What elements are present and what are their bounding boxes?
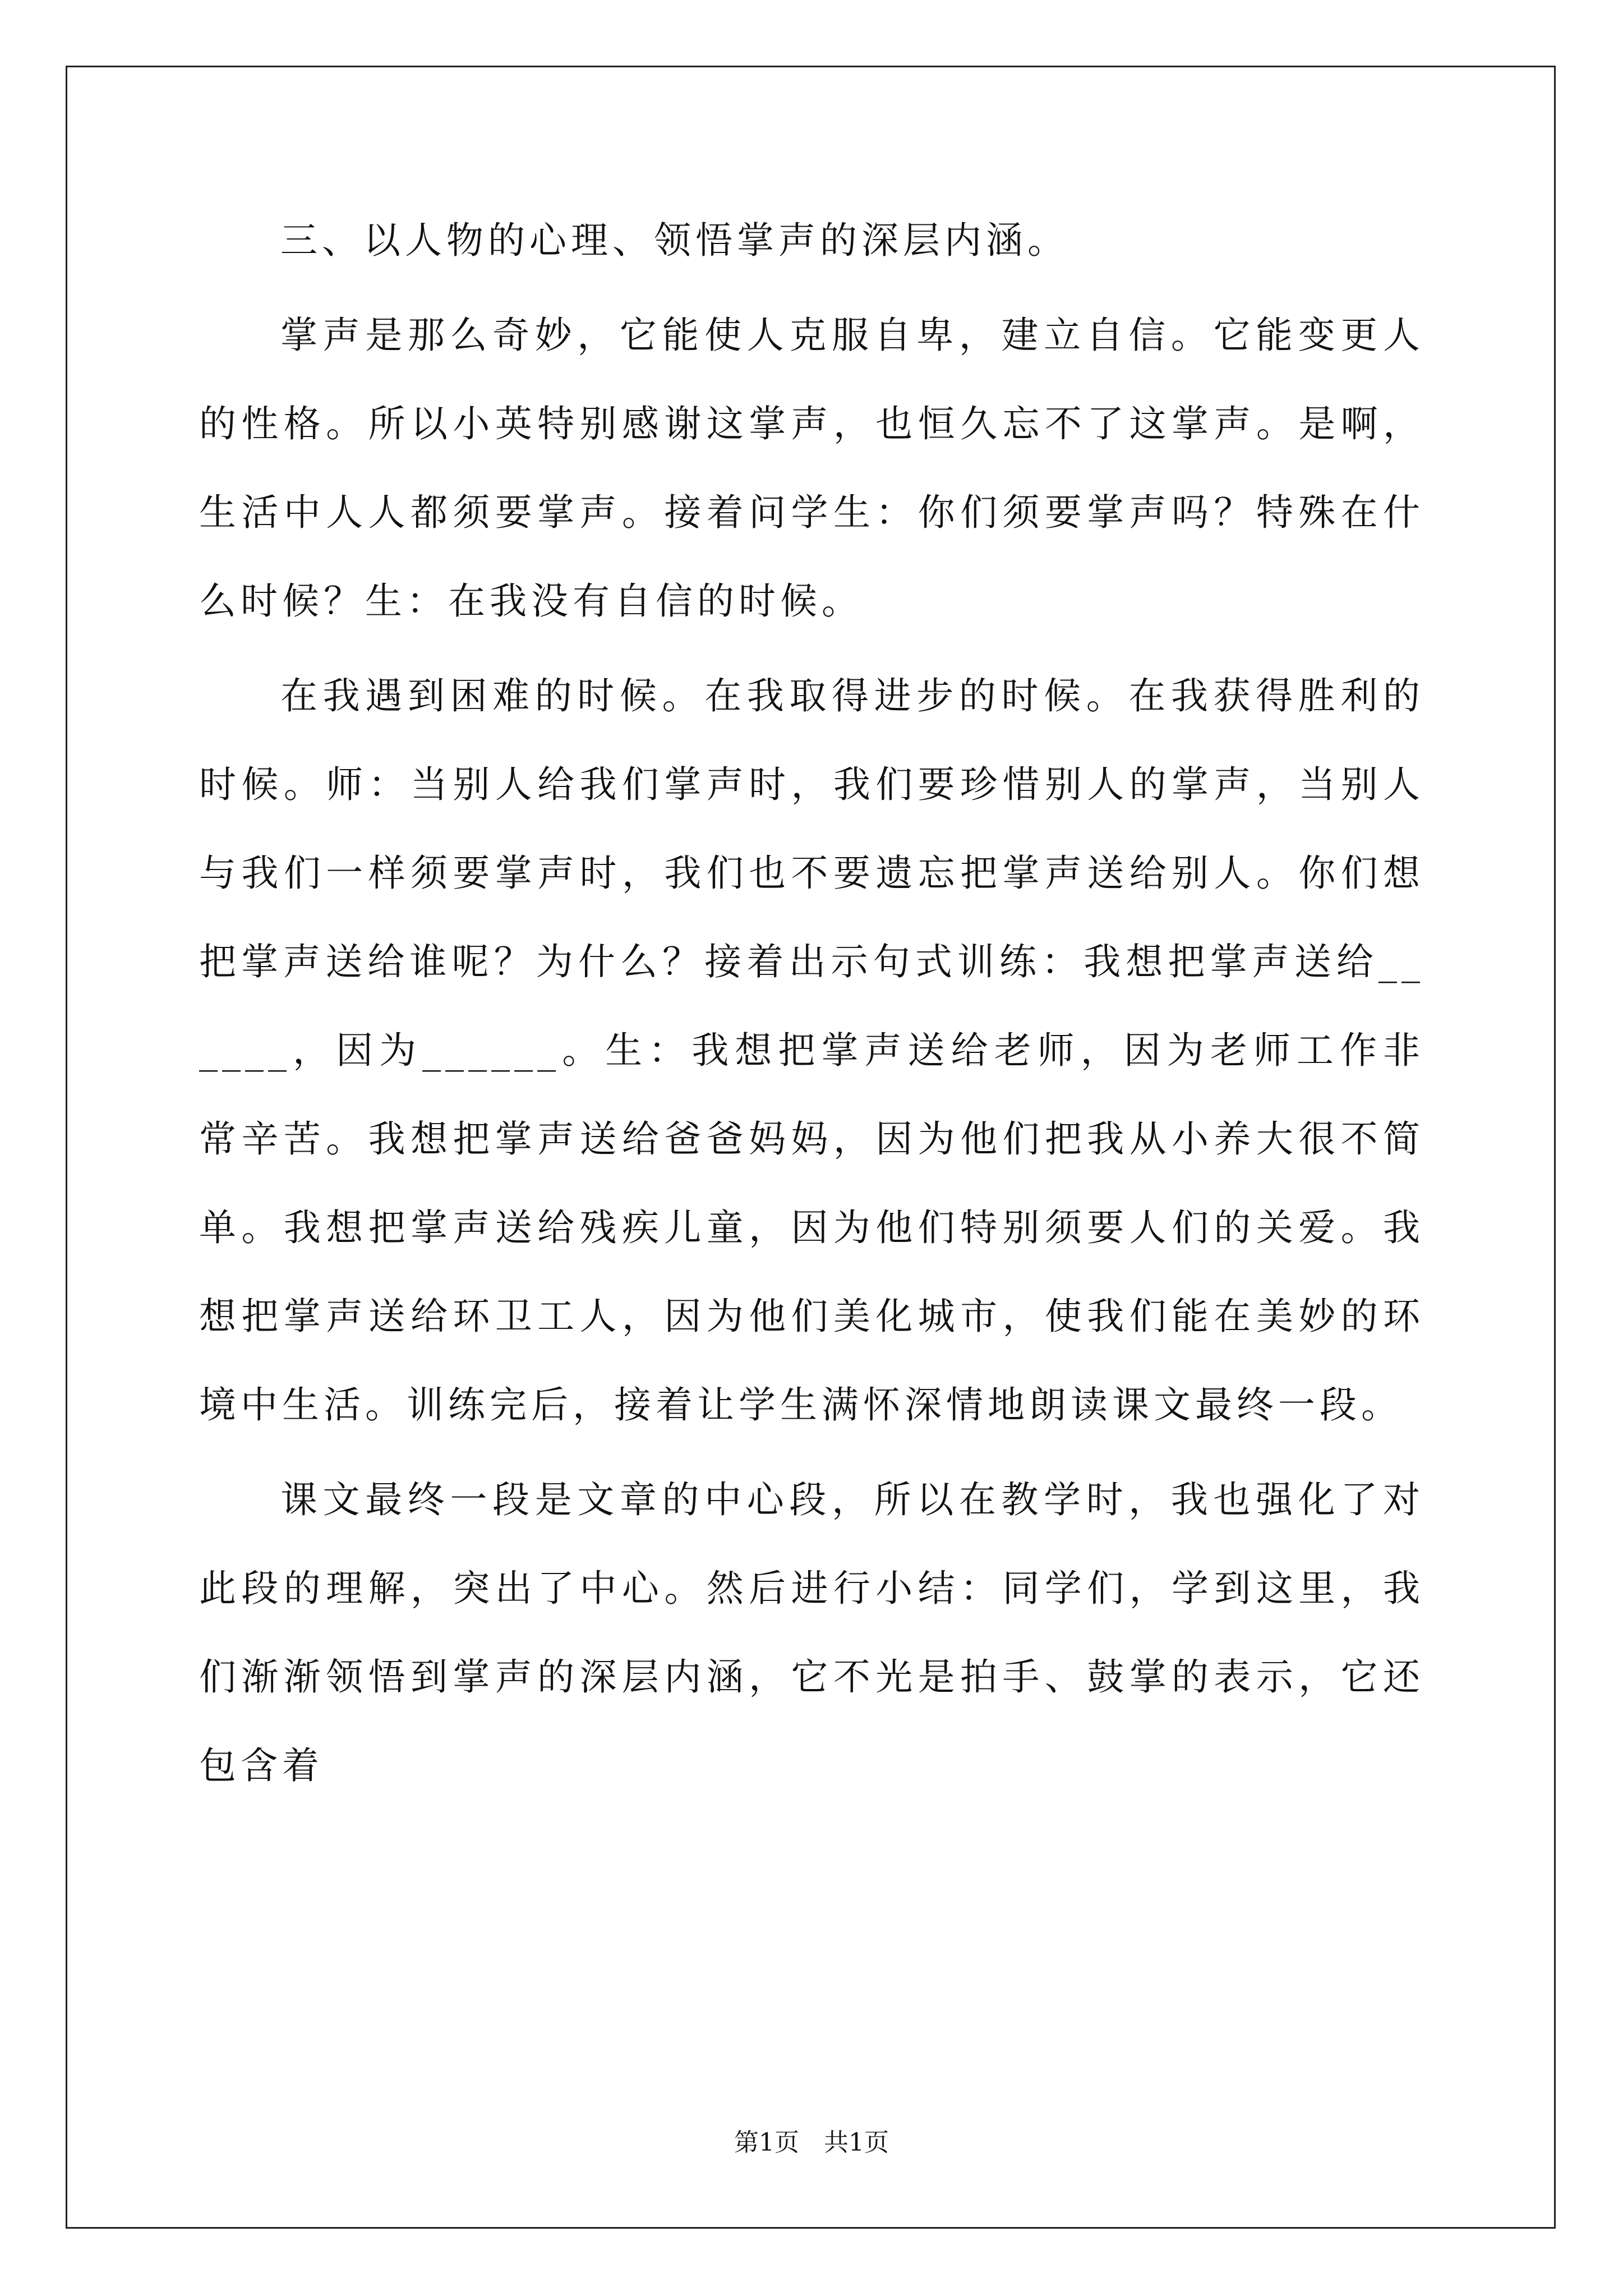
page-footer (0, 2126, 1623, 2160)
page-number-total: 共1页 (824, 2128, 889, 2157)
paragraph: 课文最终一段是文章的中心段，所以在教学时，我也强化了对此段的理解，突出了中心。然后进行小结：同学们，学到这里，我们渐渐领悟到掌声的深层内涵，它不光是拍手、鼓掌的表示，它还包含着 (199, 1478, 1424, 1787)
paragraph-heading: 三、以人物的心理、领悟掌声的深层内涵。 (280, 219, 1069, 262)
paragraph: 在我遇到困难的时候。在我取得进步的时候。在我获得胜利的时候。师：当别人给我们掌声时，我们要珍惜别人的掌声，当别人与我们一样须要掌声时，我们也不要遗忘把掌声送给别人。你们想把掌声送给谁呢？为什么？接着出示句式训练：我想把掌声送给______，因为______。生：我想把掌声送给老师，因为老师工作非常辛苦。我想把掌声送给爸爸妈妈，因为他们把我从小养大很不简单。我想把掌声送给残疾儿童，因为他们特别须要人们的关爱。我想把掌声送给环卫工人，因为他们美化城市，使我们能在美妙的环境中生活。训练完后，接着让学生满怀深情地朗读课文最终一段。 (199, 674, 1424, 1427)
document-body (199, 196, 1424, 1816)
paragraph: 掌声是那么奇妙，它能使人克服自卑，建立自信。它能变更人的性格。所以小英特别感谢这掌声，也恒久忘不了这掌声。是啊，生活中人人都须要掌声。接着问学生：你们须要掌声吗？特殊在什么时候？生：在我没有自信的时候。 (199, 314, 1424, 623)
page-number-current: 第1页 (734, 2128, 799, 2157)
